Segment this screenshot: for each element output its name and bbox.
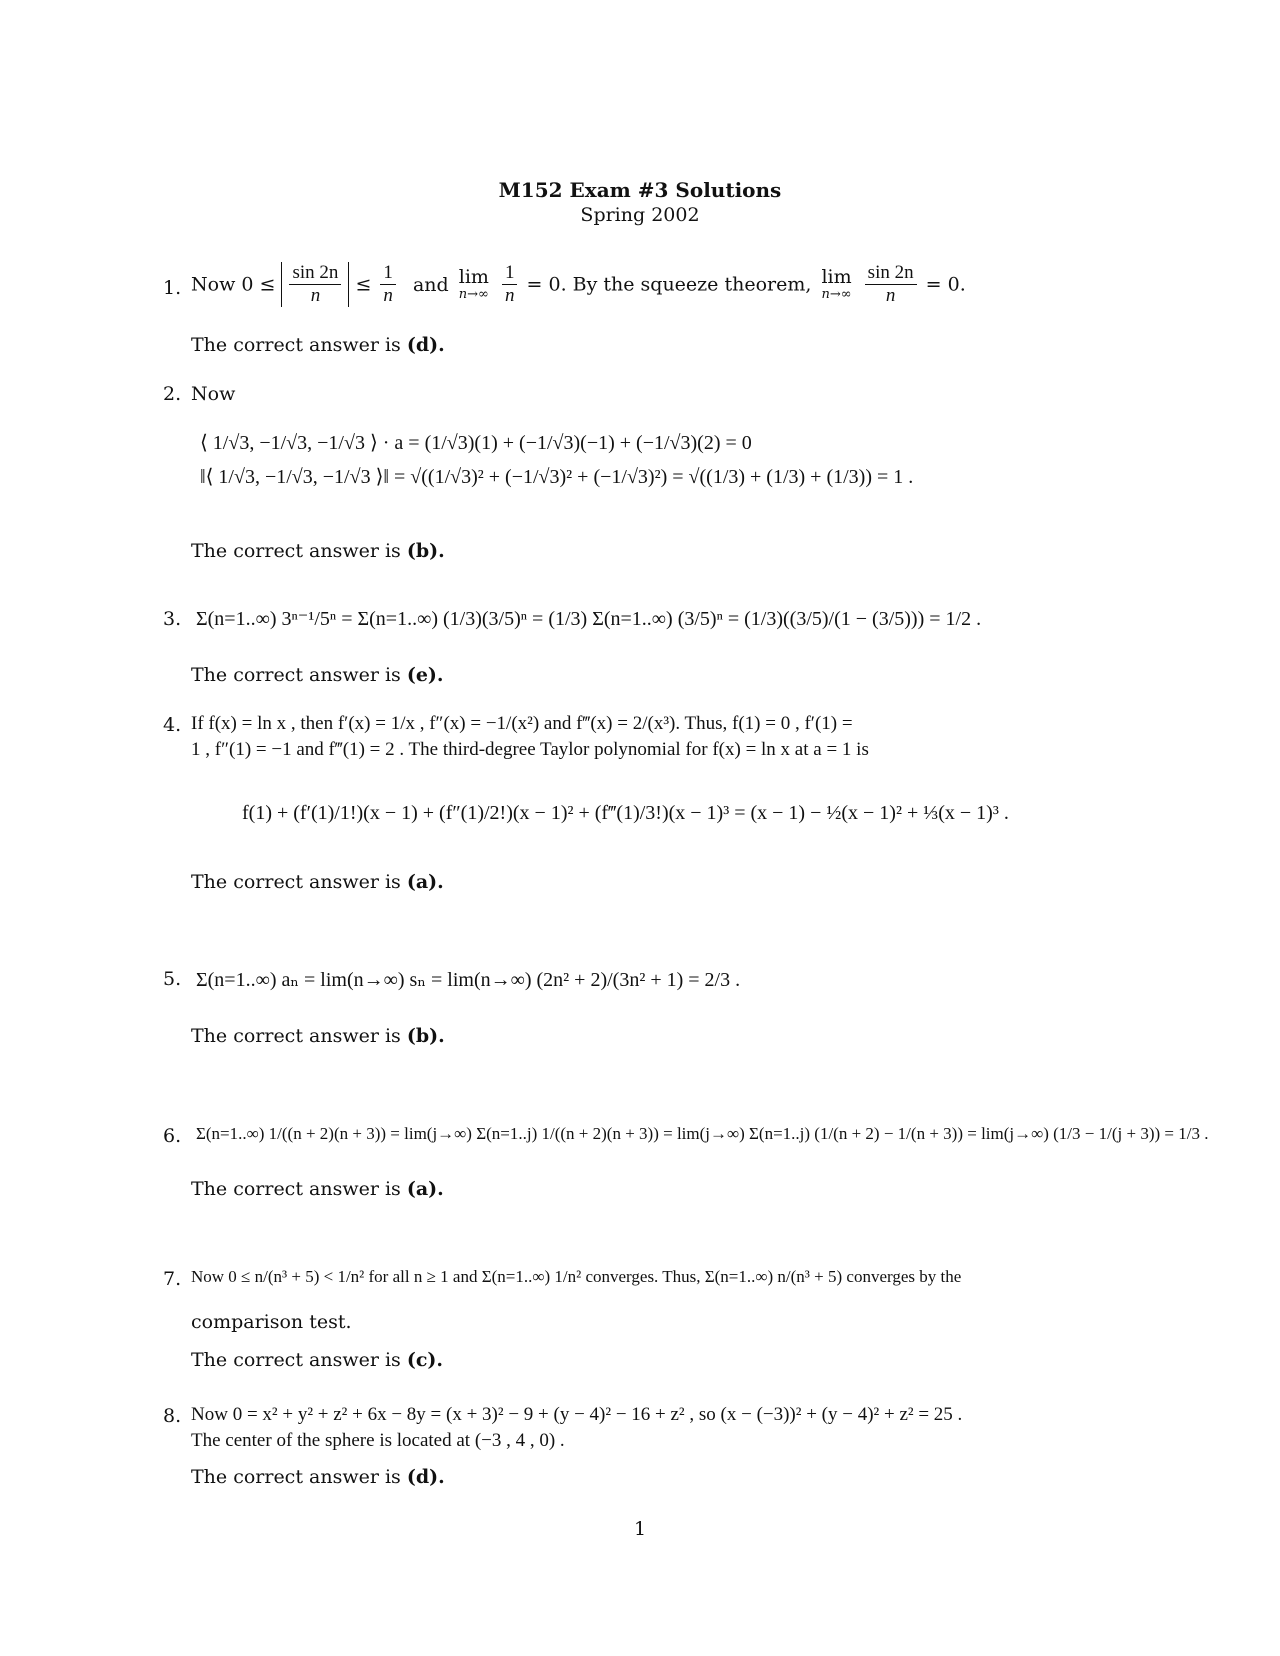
problem-8-number: 8. — [163, 1405, 182, 1427]
frac-denominator: n — [885, 285, 896, 306]
problem-6-telescoping: Σ(n=1..∞) 1/((n + 2)(n + 3)) = lim(j→∞) Σ(n=1..j) 1/((n + 2)(n + 3)) = lim(j→∞) Σ(n=1..j) (1/(n + 2) − 1/(n + 3)) = lim(j→∞) (1/3 − 1/(j + 3)) = 1/3 . — [196, 1124, 1209, 1143]
answer-prefix: The correct answer is — [191, 1025, 401, 1047]
frac-numerator: sin 2n — [289, 262, 341, 285]
frac-numerator: 1 — [502, 262, 518, 285]
answer-prefix: The correct answer is — [191, 1349, 401, 1371]
problem-7-line-2: comparison test. — [191, 1311, 352, 1333]
and-word: and — [412, 273, 449, 296]
problem-7-number: 7. — [163, 1268, 182, 1290]
problem-8-line-1: Now 0 = x² + y² + z² + 6x − 8y = (x + 3)² − 9 + (y − 4)² − 16 + z² , so (x − (−3))² + (y − 4)² + z² = 25 . — [191, 1404, 963, 1425]
problem-2-dot-product: ⟨ 1/√3, −1/√3, −1/√3 ⟩ · a = (1/√3)(1) + (−1/√3)(−1) + (−1/√3)(2) = 0 — [200, 432, 752, 454]
fraction — [380, 262, 396, 307]
problem-3-number: 3. — [163, 608, 182, 630]
frac-numerator: sin 2n — [865, 262, 917, 285]
limit-operator — [459, 267, 489, 302]
fraction — [289, 262, 341, 307]
answer-4 — [191, 871, 444, 893]
problem-2-intro: Now — [191, 383, 236, 405]
answer-letter: (a). — [406, 1178, 444, 1200]
problem-7-line-1: Now 0 ≤ n/(n³ + 5) < 1/n² for all n ≥ 1 and Σ(n=1..∞) 1/n² converges. Thus, Σ(n=1..∞) n/(n³ + 5) converges by the — [191, 1267, 962, 1286]
problem-2-norm: ‖⟨ 1/√3, −1/√3, −1/√3 ⟩‖ = √((1/√3)² + (−1/√3)² + (−1/√3)²) = √((1/3) + (1/3) + (1/3)) = 1 . — [200, 466, 914, 488]
problem-1-number: 1. — [163, 277, 182, 299]
answer-letter: (d). — [406, 1466, 445, 1488]
problem-5-series: Σ(n=1..∞) aₙ = lim(n→∞) sₙ = lim(n→∞) (2n² + 2)/(3n² + 1) = 2/3 . — [196, 969, 741, 991]
lim-label: lim — [821, 265, 852, 288]
lim-label: lim — [458, 265, 489, 288]
answer-prefix: The correct answer is — [191, 664, 401, 686]
page-title: M152 Exam #3 Solutions — [498, 178, 782, 202]
answer-prefix: The correct answer is — [191, 871, 401, 893]
problem-2-number: 2. — [163, 383, 182, 405]
abs-value — [281, 262, 349, 307]
answer-letter: (e). — [406, 664, 444, 686]
answer-letter: (a). — [406, 871, 444, 893]
answer-prefix: The correct answer is — [191, 540, 401, 562]
frac-denominator: n — [383, 285, 393, 306]
limit-operator — [821, 267, 851, 302]
answer-letter: (b). — [406, 540, 445, 562]
answer-letter: (b). — [406, 1025, 445, 1047]
answer-8 — [191, 1466, 445, 1488]
problem-4-number: 4. — [163, 714, 182, 736]
equals-zero: = 0. — [925, 273, 966, 296]
problem-5-number: 5. — [163, 968, 182, 990]
answer-prefix: The correct answer is — [191, 1178, 401, 1200]
answer-letter: (c). — [406, 1349, 443, 1371]
leq-sign: ≤ — [355, 273, 372, 296]
lim-subscript: n→∞ — [821, 286, 852, 302]
answer-3 — [191, 664, 444, 686]
frac-numerator: 1 — [380, 262, 396, 285]
problem-4-line-2: 1 , f″(1) = −1 and f‴(1) = 2 . The third-degree Taylor polynomial for f(x) = ln x at a = 1 is — [191, 739, 869, 760]
page-subtitle: Spring 2002 — [580, 204, 700, 226]
answer-5 — [191, 1025, 445, 1047]
answer-6 — [191, 1178, 444, 1200]
fraction — [865, 262, 917, 307]
problem-3-series: Σ(n=1..∞) 3ⁿ⁻¹/5ⁿ = Σ(n=1..∞) (1/3)(3/5)ⁿ = (1/3) Σ(n=1..∞) (3/5)ⁿ = (1/3)((3/5)/(1 − (3/5))) = 1/2 . — [196, 608, 982, 630]
answer-prefix: The correct answer is — [191, 334, 401, 356]
frac-denominator: n — [504, 285, 515, 306]
answer-7 — [191, 1349, 443, 1371]
fraction — [502, 262, 518, 307]
squeeze-text: = 0. By the squeeze theorem, — [526, 273, 812, 296]
frac-denominator: n — [310, 285, 321, 306]
answer-prefix: The correct answer is — [191, 1466, 401, 1488]
problem-4-line-1: If f(x) = ln x , then f′(x) = 1/x , f″(x) = −1/(x²) and f‴(x) = 2/(x³). Thus, f(1) = 0 , f′(1) = — [191, 713, 853, 734]
answer-1 — [191, 334, 445, 356]
problem-1-intro: Now 0 ≤ — [191, 273, 276, 296]
problem-1-statement — [191, 262, 966, 307]
problem-6-number: 6. — [163, 1125, 182, 1147]
answer-letter: (d). — [406, 334, 445, 356]
problem-4-taylor: f(1) + (f′(1)/1!)(x − 1) + (f″(1)/2!)(x − 1)² + (f‴(1)/3!)(x − 1)³ = (x − 1) − ½(x − 1)² + ⅓(x − 1)³ . — [242, 802, 1009, 824]
answer-2 — [191, 540, 445, 562]
page-number: 1 — [633, 1518, 647, 1540]
problem-8-line-2: The center of the sphere is located at (−3 , 4 , 0) . — [191, 1430, 565, 1451]
lim-subscript: n→∞ — [458, 286, 489, 302]
